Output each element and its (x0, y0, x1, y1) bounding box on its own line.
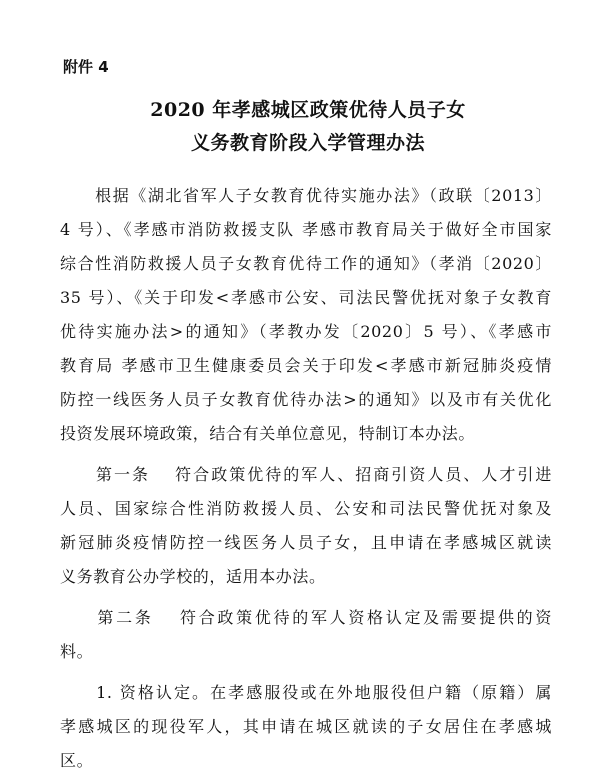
document-body (60, 179, 552, 778)
text-line: 孝感城区的现役军人，其申请在城区就读的子女居住在孝感城 (60, 717, 552, 736)
text-line: 料。 (60, 642, 94, 661)
text-line: 第二条 符合政策优待的军人资格认定及需要提供的资 (60, 608, 552, 627)
text-line: 1. 资格认定。在孝感服役或在外地服役但户籍（原籍）属 (60, 683, 552, 702)
text-line: 投资发展环境政策，结合有关单位意见，特制订本办法。 (60, 424, 476, 443)
text-line: 新冠肺炎疫情防控一线医务人员子女，且申请在孝感城区就读 (60, 533, 552, 552)
text-line: 根据《湖北省军人子女教育优待实施办法》（政联〔2013〕 (60, 186, 552, 205)
text-line: 教育局 孝感市卫生健康委员会关于印发<孝感市新冠肺炎疫情 (60, 356, 552, 375)
text-line: 义务教育公办学校的，适用本办法。 (60, 567, 326, 586)
text-line: 4 号）、《孝感市消防救援支队 孝感市教育局关于做好全市国家 (60, 220, 552, 239)
attachment-label: 附件 4 (63, 58, 109, 76)
paragraph-preamble (60, 179, 552, 451)
text-line: 综合性消防救援人员子女教育优待工作的通知》（孝消〔2020〕 (60, 254, 552, 273)
document-title-line-2: 义务教育阶段入学管理办法 (190, 132, 425, 154)
text-line: 区。 (60, 751, 94, 770)
paragraph-article-1 (60, 458, 552, 594)
text-line: 防控一线医务人员子女教育优待办法>的通知》以及市有关优化 (60, 390, 552, 409)
text-line: 优待实施办法>的通知》（孝教办发〔2020〕5 号）、《孝感市 (60, 322, 552, 341)
document-title-line-1: 2020 年孝感城区政策优待人员子女 (150, 99, 466, 121)
paragraph-item-1 (60, 676, 552, 778)
text-line: 人员、国家综合性消防救援人员、公安和司法民警优抚对象及 (60, 499, 552, 518)
text-line: 35 号）、《关于印发<孝感市公安、司法民警优抚对象子女教育 (60, 288, 552, 307)
text-line: 第一条 符合政策优待的军人、招商引资人员、人才引进 (60, 465, 552, 484)
paragraph-article-2 (60, 601, 552, 669)
